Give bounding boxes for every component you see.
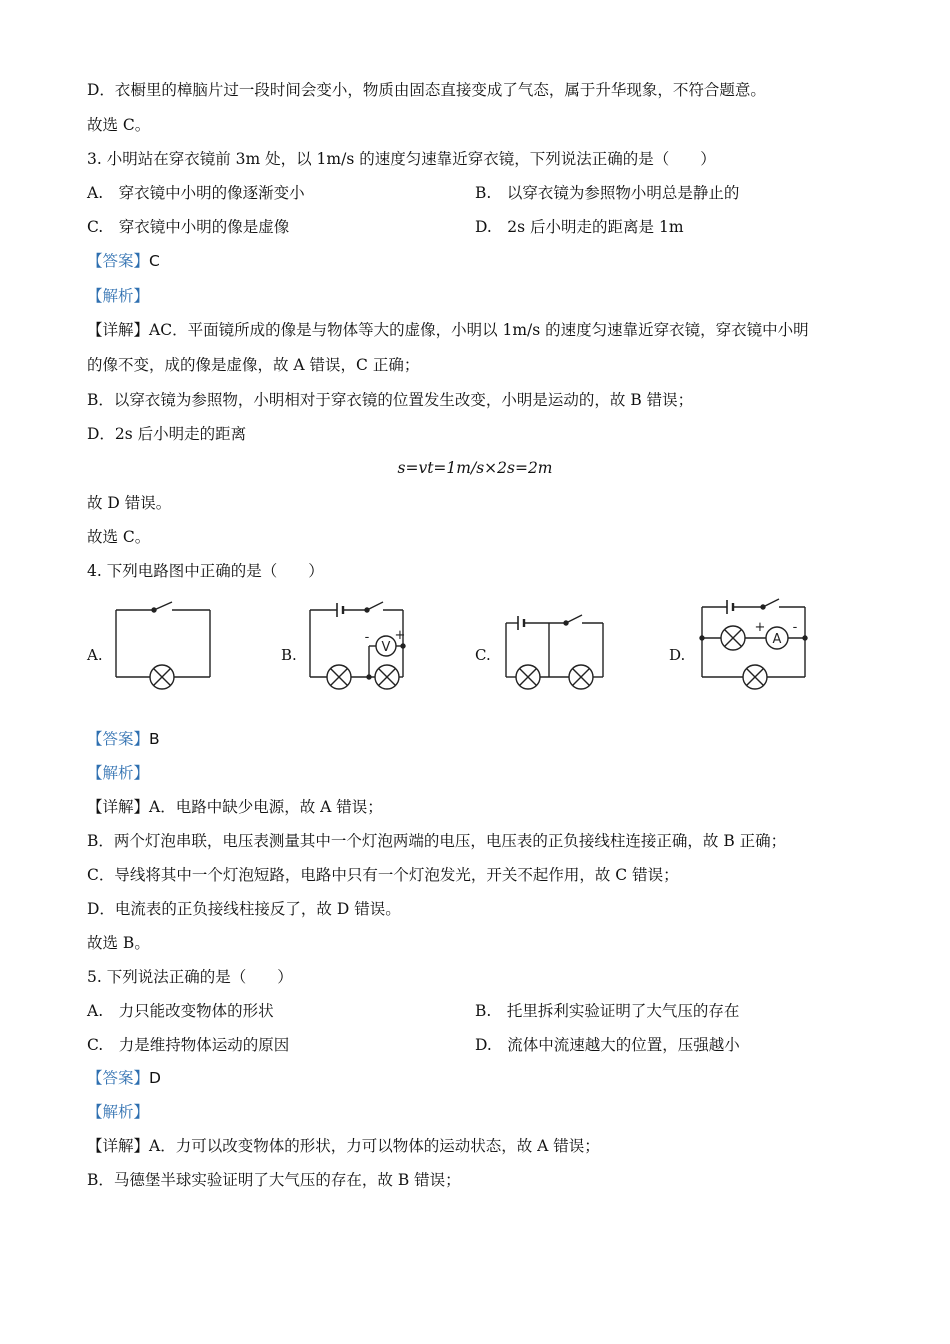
q3-option-c: C. 穿衣镜中小明的像是虚像 [87,218,290,236]
q3-detail-3: D．2s 后小明走的距离 [87,425,247,443]
circuit-figure-c [500,595,610,695]
q4-conclusion: 故选 B。 [87,934,150,952]
svg-text:+: + [754,620,766,635]
circuit-figure-b [305,595,415,695]
detail-tag: 【详解】 [87,1137,150,1155]
lamp-icon [569,665,593,689]
lamp-icon [150,665,174,689]
q3-detail-1-cont: 的像不变，成的像是虚像，故 A 错误，C 正确； [87,356,420,374]
q4-detail-2: B．两个灯泡串联，电压表测量其中一个灯泡两端的电压，电压表的正负接线柱连接正确，故 B 正确； [87,832,787,850]
answer-value: B [149,730,160,748]
lamp-icon [327,665,351,689]
q2-option-d-explanation: D．衣橱里的樟脑片过一段时间会变小，物质由固态直接变成了气态，属于升华现象，不符合题意。 [87,81,766,99]
q4-answer [87,729,160,749]
svg-text:-: - [792,620,798,635]
q3-option-b: B. 以穿衣镜为参照物小明总是静止的 [475,184,740,202]
figure-label-b: B. [281,646,297,664]
lamp-icon [375,665,399,689]
lamp-icon [721,626,745,650]
q3-detail-4: 故 D 错误。 [87,494,172,512]
q3-analysis-tag: 【解析】 [87,287,150,305]
q3-option-d: D. 2s 后小明走的距离是 1m [475,218,684,236]
detail-tag: 【详解】 [87,798,150,816]
answer-value: C [149,252,160,270]
q5-option-c: C. 力是维持物体运动的原因 [87,1036,290,1054]
svg-text:V: V [381,640,391,655]
q3-conclusion: 故选 C。 [87,528,151,546]
lamp-icon [516,665,540,689]
circuit-figure-d [695,595,815,695]
detail-tag: 【详解】 [87,321,150,339]
q4-detail-4: D．电流表的正负接线柱接反了，故 D 错误。 [87,900,401,918]
q4-detail-1: 【详解】A．电路中缺少电源，故 A 错误； [87,798,383,816]
q5-option-a: A. 力只能改变物体的形状 [87,1002,274,1020]
svg-text:A: A [772,632,782,647]
q3-detail-2: B．以穿衣镜为参照物，小明相对于穿衣镜的位置发生改变，小明是运动的，故 B 错误； [87,391,694,409]
q5-option-d: D. 流体中流速越大的位置，压强越小 [475,1036,740,1054]
q4-detail-3: C．导线将其中一个灯泡短路，电路中只有一个灯泡发光，开关不起作用，故 C 错误； [87,866,679,884]
answer-tag: 【答案】 [87,1069,150,1087]
lamp-icon [743,665,767,689]
q5-stem: 5. 下列说法正确的是（ ） [87,968,293,986]
q5-detail-2: B．马德堡半球实验证明了大气压的存在，故 B 错误； [87,1171,461,1189]
q3-formula: s=vt=1m/s×2s=2m [397,459,553,477]
voltmeter-icon [376,636,396,656]
svg-text:-: - [364,630,370,645]
q5-option-b: B. 托里拆利实验证明了大气压的存在 [475,1002,740,1020]
ammeter-icon [766,627,788,649]
answer-tag: 【答案】 [87,252,150,270]
figure-label-d: D. [669,646,686,664]
svg-text:+: + [394,628,406,643]
q5-answer [87,1068,161,1088]
q2-conclusion: 故选 C。 [87,116,151,134]
q4-stem: 4. 下列电路图中正确的是（ ） [87,562,324,580]
q3-answer [87,251,160,271]
q3-option-a: A. 穿衣镜中小明的像逐渐变小 [87,184,305,202]
q3-stem: 3. 小明站在穿衣镜前 3m 处，以 1m/s 的速度匀速靠近穿衣镜，下列说法正确的是（ ） [87,150,716,168]
q4-analysis-tag: 【解析】 [87,764,150,782]
figure-label-c: C. [475,646,491,664]
q3-detail-1: 【详解】AC．平面镜所成的像是与物体等大的虚像，小明以 1m/s 的速度匀速靠近穿衣镜，穿衣镜中小明 [87,321,809,339]
answer-value: D [149,1069,161,1087]
circuit-figure-a [110,595,220,695]
q5-detail-1: 【详解】A．力可以改变物体的形状，力可以物体的运动状态，故 A 错误； [87,1137,600,1155]
figure-label-a: A. [87,646,103,664]
answer-tag: 【答案】 [87,730,150,748]
q5-analysis-tag: 【解析】 [87,1103,150,1121]
